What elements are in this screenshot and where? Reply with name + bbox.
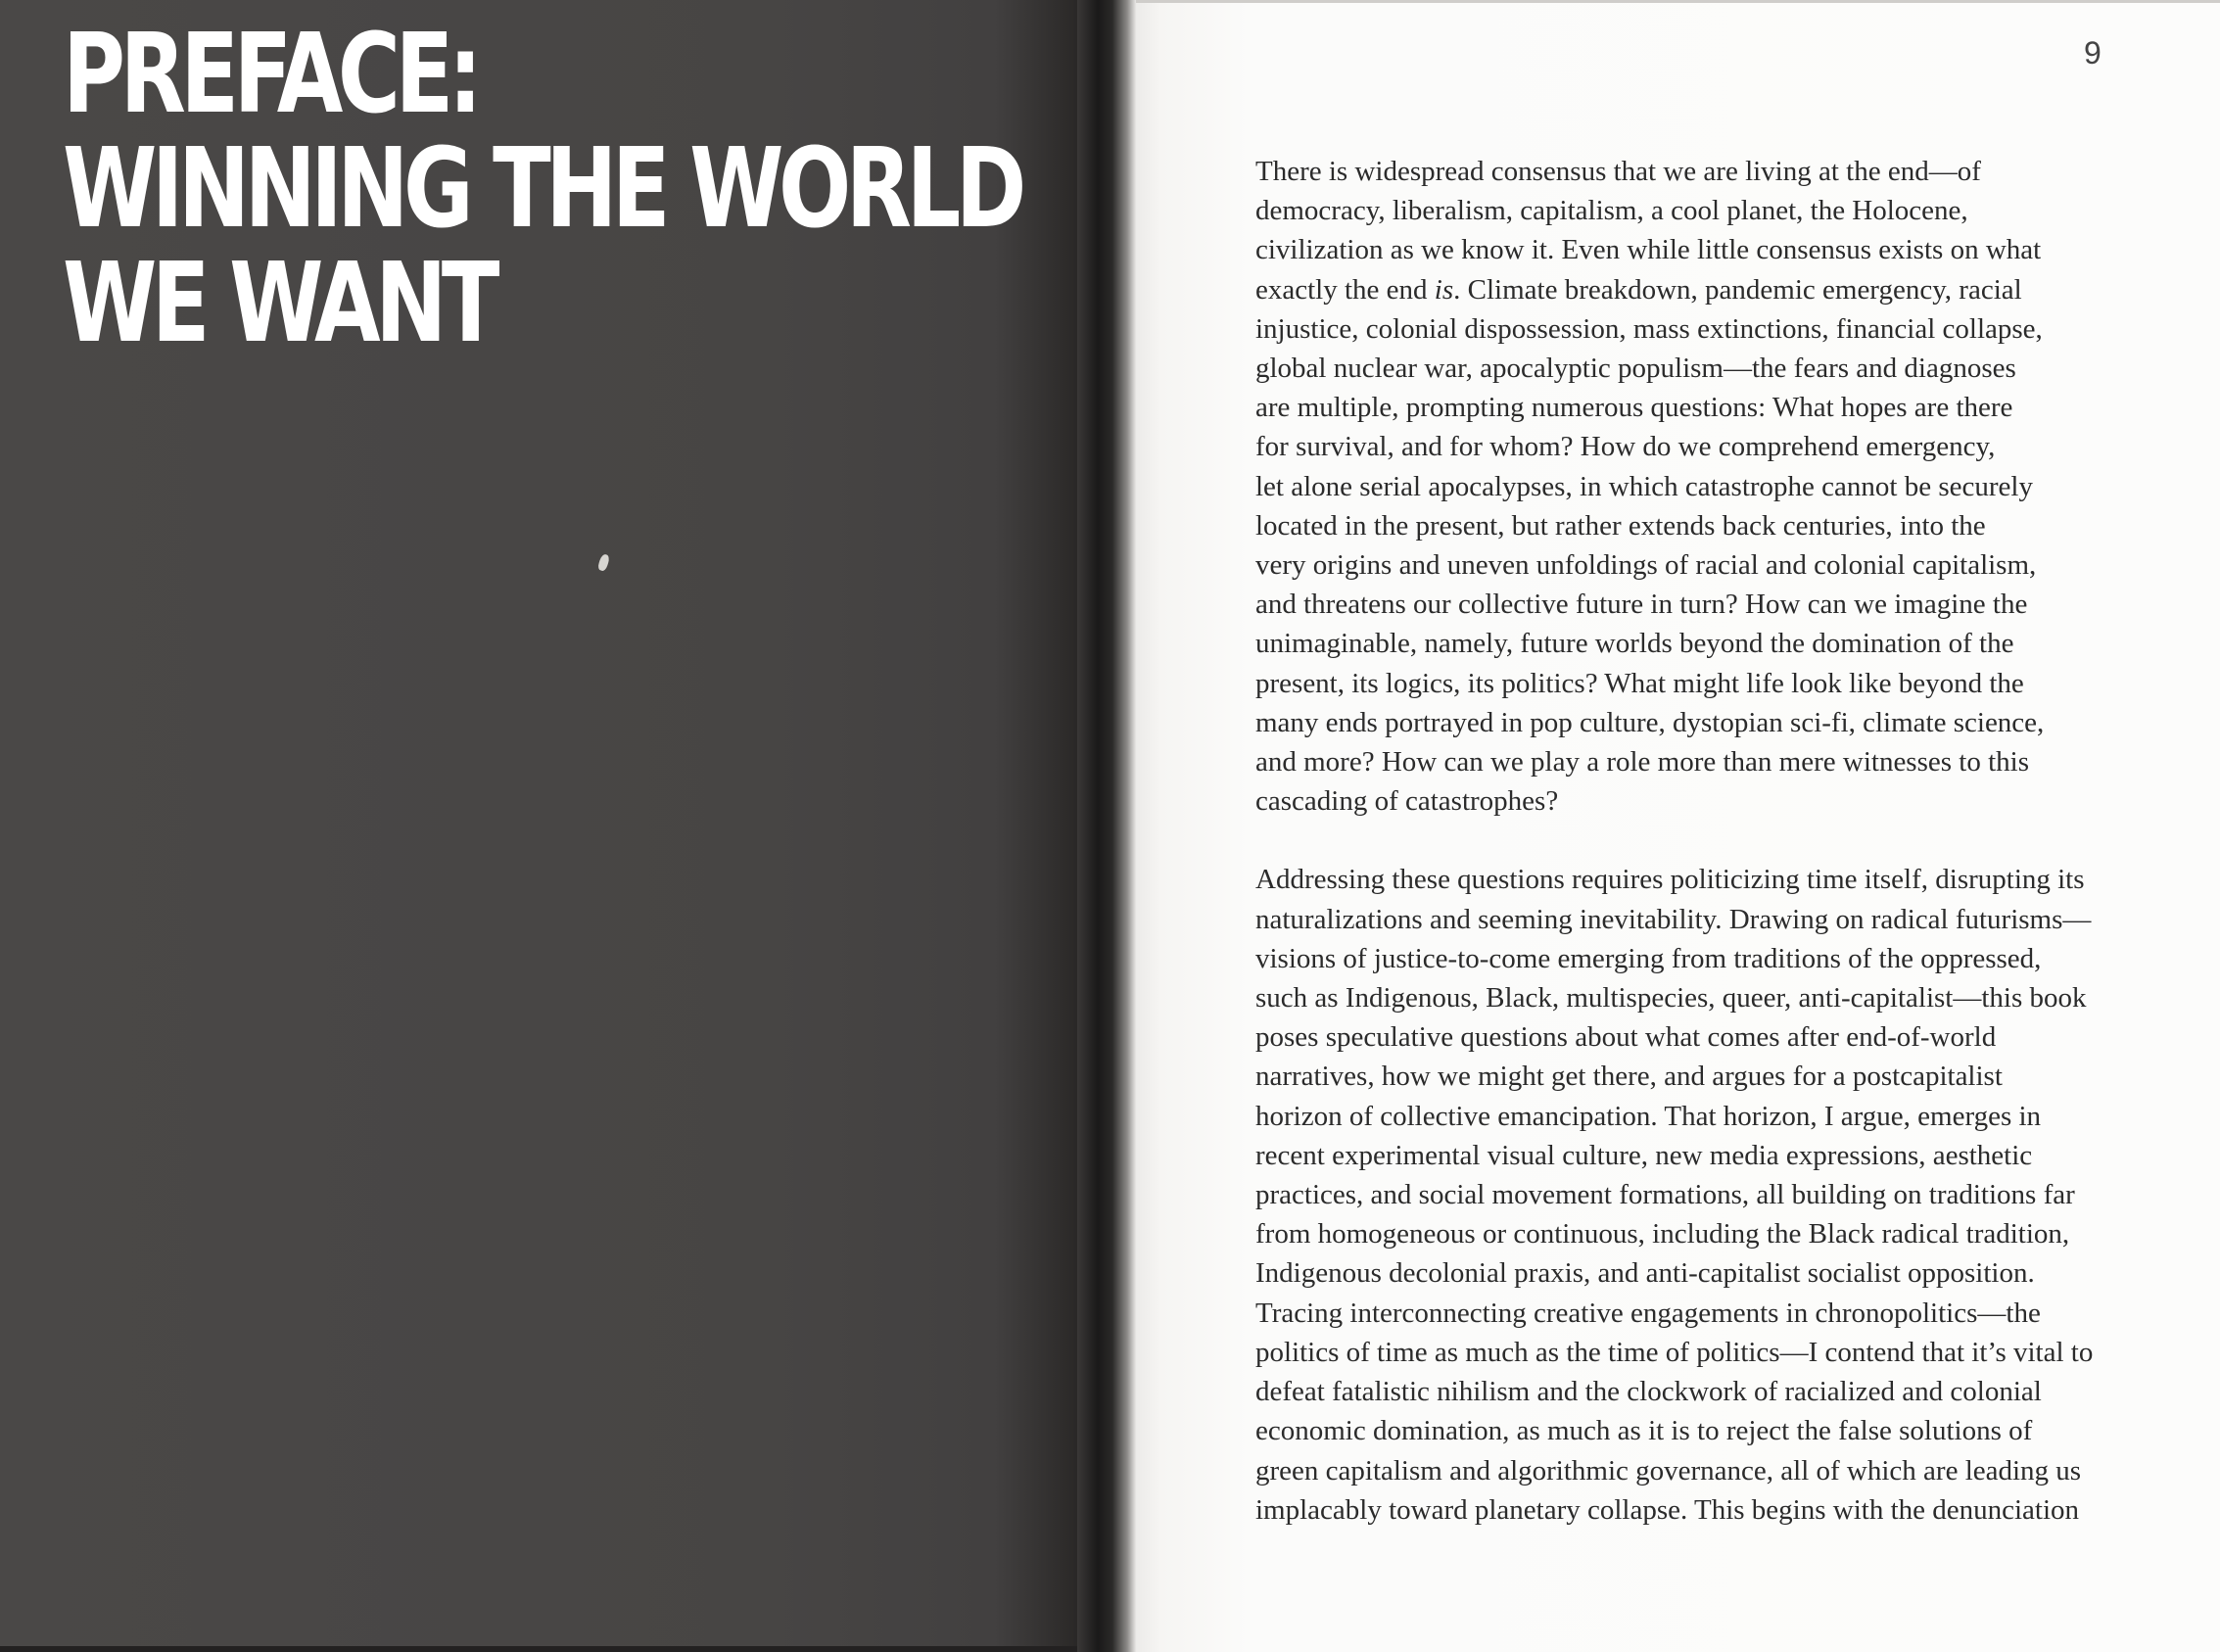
text-line: There is widespread consensus that we are living at the end—of — [1255, 156, 1981, 187]
paragraph-2 — [1255, 860, 2156, 1529]
text-line — [1255, 270, 2156, 309]
page-number: 9 — [2084, 35, 2102, 71]
text-line: are multiple, prompting numerous questions: What hopes are there — [1255, 392, 2013, 424]
text-line: for survival, and for whom? How do we comprehend emergency, — [1255, 431, 1996, 463]
text-line: defeat fatalistic nihilism and the clockwork of racialized and colonial — [1255, 1376, 2042, 1408]
text-line: and more? How can we play a role more than mere witnesses to this — [1255, 746, 2029, 779]
text-line: global nuclear war, apocalyptic populism—the fears and diagnoses — [1255, 353, 2016, 385]
text-line: economic domination, as much as it is to reject the false solutions of — [1255, 1415, 2033, 1447]
text-line: Indigenous decolonial praxis, and anti-capitalist socialist opposition. — [1255, 1257, 2035, 1290]
text-line: injustice, colonial dispossession, mass extinctions, financial collapse, — [1255, 312, 2043, 345]
text-line: located in the present, but rather extends back centuries, into the — [1255, 509, 1986, 542]
left-page — [0, 0, 1105, 1652]
text-line: cascading of catastrophes? — [1255, 785, 1559, 818]
title-line: WE WANT — [63, 240, 495, 367]
paragraph-1 — [1255, 152, 2156, 821]
text-line: very origins and uneven unfoldings of racial and colonial capitalism, — [1255, 549, 2037, 582]
book-gutter — [1077, 0, 1136, 1652]
text-line: Addressing these questions requires politicizing time itself, disrupting its — [1255, 864, 2085, 896]
paper-speck — [597, 553, 611, 572]
page-edge — [1116, 0, 2220, 3]
text-fragment: exactly the end — [1255, 273, 1435, 306]
chapter-title — [63, 11, 1021, 367]
page-edge — [0, 1646, 1105, 1652]
text-line: from homogeneous or continuous, including the Black radical tradition, — [1255, 1218, 2070, 1251]
title-line: PREFACE: — [63, 11, 478, 138]
text-line: civilization as we know it. Even while little consensus exists on what — [1255, 234, 2042, 266]
text-fragment: . Climate breakdown, pandemic emergency, racial — [1453, 273, 2022, 306]
text-line: practices, and social movement formations, all building on traditions far — [1255, 1179, 2075, 1211]
text-line: politics of time as much as the time of politics—I contend that it’s vital to — [1255, 1336, 2094, 1368]
text-line: implacably toward planetary collapse. This begins with the denunciation — [1255, 1493, 2080, 1526]
text-line: many ends portrayed in pop culture, dystopian sci-fi, climate science, — [1255, 706, 2045, 738]
text-line: and threatens our collective future in turn? How can we imagine the — [1255, 589, 2028, 621]
text-line: Tracing interconnecting creative engagements in chronopolitics—the — [1255, 1297, 2041, 1329]
text-line: poses speculative questions about what comes after end-of-world — [1255, 1021, 1997, 1054]
text-line: such as Indigenous, Black, multispecies, queer, anti-capitalist—this book — [1255, 982, 2087, 1015]
text-line: narratives, how we might get there, and argues for a postcapitalist — [1255, 1061, 2003, 1093]
text-line: present, its logics, its politics? What might life look like beyond the — [1255, 667, 2024, 699]
text-line: horizon of collective emancipation. That horizon, I argue, emerges in — [1255, 1100, 2042, 1132]
emphasis: is — [1434, 273, 1454, 306]
text-line: recent experimental visual culture, new media expressions, aesthetic — [1255, 1139, 2033, 1171]
text-line: let alone serial apocalypses, in which catastrophe cannot be securely — [1255, 470, 2033, 502]
body-text — [1255, 152, 2156, 1530]
text-line: visions of justice-to-come emerging from traditions of the oppressed, — [1255, 942, 2042, 974]
title-line: WINNING THE WORLD — [63, 125, 1021, 253]
text-line: democracy, liberalism, capitalism, a cool planet, the Holocene, — [1255, 195, 1968, 227]
text-line: green capitalism and algorithmic governance, all of which are leading us — [1255, 1454, 2082, 1487]
text-line: naturalizations and seeming inevitability. Drawing on radical futurisms— — [1255, 903, 2092, 935]
text-line: unimaginable, namely, future worlds beyond the domination of the — [1255, 628, 2014, 660]
